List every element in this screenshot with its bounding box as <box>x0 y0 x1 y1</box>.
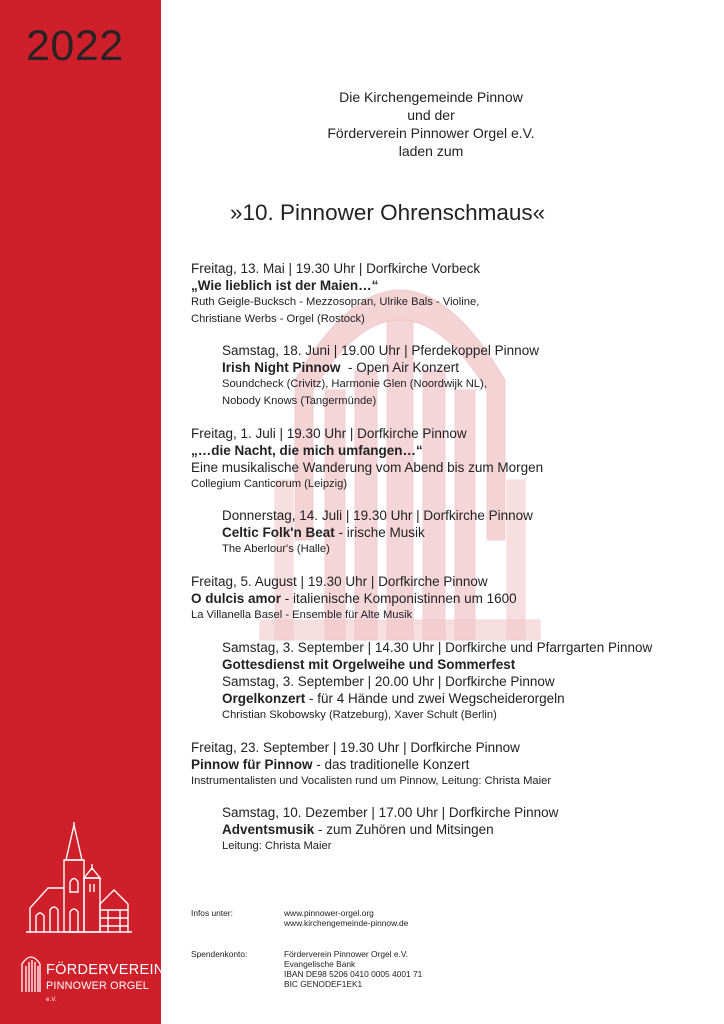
event-date: Freitag, 23. September | 19.30 Uhr | Dorfkirche Pinnow <box>191 740 520 755</box>
year-heading: 2022 <box>26 22 124 70</box>
event-program-desc: - für 4 Hände und zwei Wegscheiderorgeln <box>305 691 565 706</box>
event-program-desc: - Open Air Konzert <box>340 360 460 375</box>
account-line: BIC GENODEF1EK1 <box>284 979 363 989</box>
account-label: Spendenkonto: <box>191 949 248 959</box>
event-program-title: Irish Night Pinnow <box>222 360 341 375</box>
event-date: Samstag, 3. September | 14.30 Uhr | Dorfkirche und Pfarrgarten Pinnow <box>222 640 653 655</box>
event-program-title: „Wie lieblich ist der Maien…“ <box>191 278 379 293</box>
event-item <box>191 573 517 624</box>
logo-line-2 <box>46 980 155 1004</box>
account-line: IBAN DE98 5206 0410 0005 4001 71 <box>284 969 423 979</box>
event-performers: The Aberlour's (Halle) <box>222 543 330 555</box>
event-date: Freitag, 13. Mai | 19.30 Uhr | Dorfkirche Vorbeck <box>191 261 481 276</box>
info-links <box>284 908 408 928</box>
event-date-second: Samstag, 3. September | 20.00 Uhr | Dorfkirche Pinnow <box>222 674 555 689</box>
logo-suffix: e.V. <box>46 997 57 1003</box>
event-performers: Ruth Geigle-Bucksch - Mezzosopran, Ulrike Bals - Violine, <box>191 296 480 308</box>
event-date: Freitag, 5. August | 19.30 Uhr | Dorfkirche Pinnow <box>191 574 488 589</box>
event-performers: Christian Skobowsky (Ratzeburg), Xaver Schult (Berlin) <box>222 709 497 721</box>
account-details <box>284 949 422 989</box>
account-line: Evangelische Bank <box>284 959 356 969</box>
event-program-desc: - zum Zuhören und Mitsingen <box>314 822 494 837</box>
page-title: »10. Pinnower Ohrenschmaus« <box>230 200 546 225</box>
event-date: Samstag, 18. Juni | 19.00 Uhr | Pferdekoppel Pinnow <box>222 343 539 358</box>
event-program-second <box>222 690 652 707</box>
event-program <box>191 756 551 773</box>
sidebar <box>0 0 165 1024</box>
account-line: Förderverein Pinnower Orgel e.V. <box>284 949 408 959</box>
event-program-title: Adventsmusik <box>222 822 315 837</box>
event-program <box>222 524 533 541</box>
event-performers: Christiane Werbs - Orgel (Rostock) <box>191 313 365 325</box>
event-performers: Leitung: Christa Maier <box>222 840 332 852</box>
event-program <box>222 821 558 838</box>
event-program <box>191 442 543 459</box>
event-performers: Nobody Knows (Tangermünde) <box>222 395 377 407</box>
event-program-title: Orgelkonzert <box>222 691 306 706</box>
logo-line-2-text: PINNOWER ORGEL <box>46 980 149 992</box>
event-item <box>191 739 551 790</box>
intro-block <box>281 88 581 160</box>
church-icon <box>26 820 132 935</box>
event-date: Samstag, 10. Dezember | 17.00 Uhr | Dorfkirche Pinnow <box>222 805 559 820</box>
organ-pipes-icon <box>20 950 42 994</box>
event-item <box>222 639 652 724</box>
event-performers: Instrumentalisten und Vocalisten rund um Pinnow, Leitung: Christa Maier <box>191 775 552 787</box>
event-subtitle: Eine musikalische Wanderung vom Abend bis zum Morgen <box>191 460 544 475</box>
event-item <box>191 260 480 328</box>
event-item <box>222 342 539 410</box>
event-item <box>191 425 543 493</box>
association-logo <box>20 950 165 1003</box>
event-performers: Collegium Canticorum (Leipzig) <box>191 478 348 490</box>
event-program-title: Pinnow für Pinnow <box>191 757 313 772</box>
logo-line-1: FÖRDERVEREIN <box>46 962 165 978</box>
event-program-desc: - italienische Komponistinnen um 1600 <box>281 591 517 606</box>
event-program <box>222 359 539 376</box>
event-program-desc: - das traditionelle Konzert <box>312 757 470 772</box>
event-program-title: „…die Nacht, die mich umfangen…“ <box>191 443 423 458</box>
intro-line: laden zum <box>398 143 464 159</box>
event-program-title: O dulcis amor <box>191 591 282 606</box>
event-date: Freitag, 1. Juli | 19.30 Uhr | Dorfkirche Pinnow <box>191 426 467 441</box>
event-performers: Soundcheck (Crivitz), Harmonie Glen (Noordwijk NL), <box>222 378 487 390</box>
intro-line: und der <box>407 107 455 123</box>
event-program-desc: - irische Musik <box>334 525 425 540</box>
event-program-title: Celtic Folk'n Beat <box>222 525 335 540</box>
event-performers: La Villanella Basel - Ensemble für Alte Musik <box>191 609 413 621</box>
info-label: Infos unter: <box>191 908 233 918</box>
website-link[interactable]: www.kirchengemeinde-pinnow.de <box>284 918 409 928</box>
event-program <box>222 656 652 673</box>
event-program <box>191 277 480 294</box>
event-item <box>222 507 533 558</box>
event-program-title: Gottesdienst mit Orgelweihe und Sommerfest <box>222 657 516 672</box>
website-link[interactable]: www.pinnower-orgel.org <box>284 908 374 918</box>
intro-line: Die Kirchengemeinde Pinnow <box>339 89 523 105</box>
event-date: Donnerstag, 14. Juli | 19.30 Uhr | Dorfkirche Pinnow <box>222 508 533 523</box>
event-item <box>222 804 558 855</box>
intro-line: Förderverein Pinnower Orgel e.V. <box>327 125 535 141</box>
event-program <box>191 590 517 607</box>
